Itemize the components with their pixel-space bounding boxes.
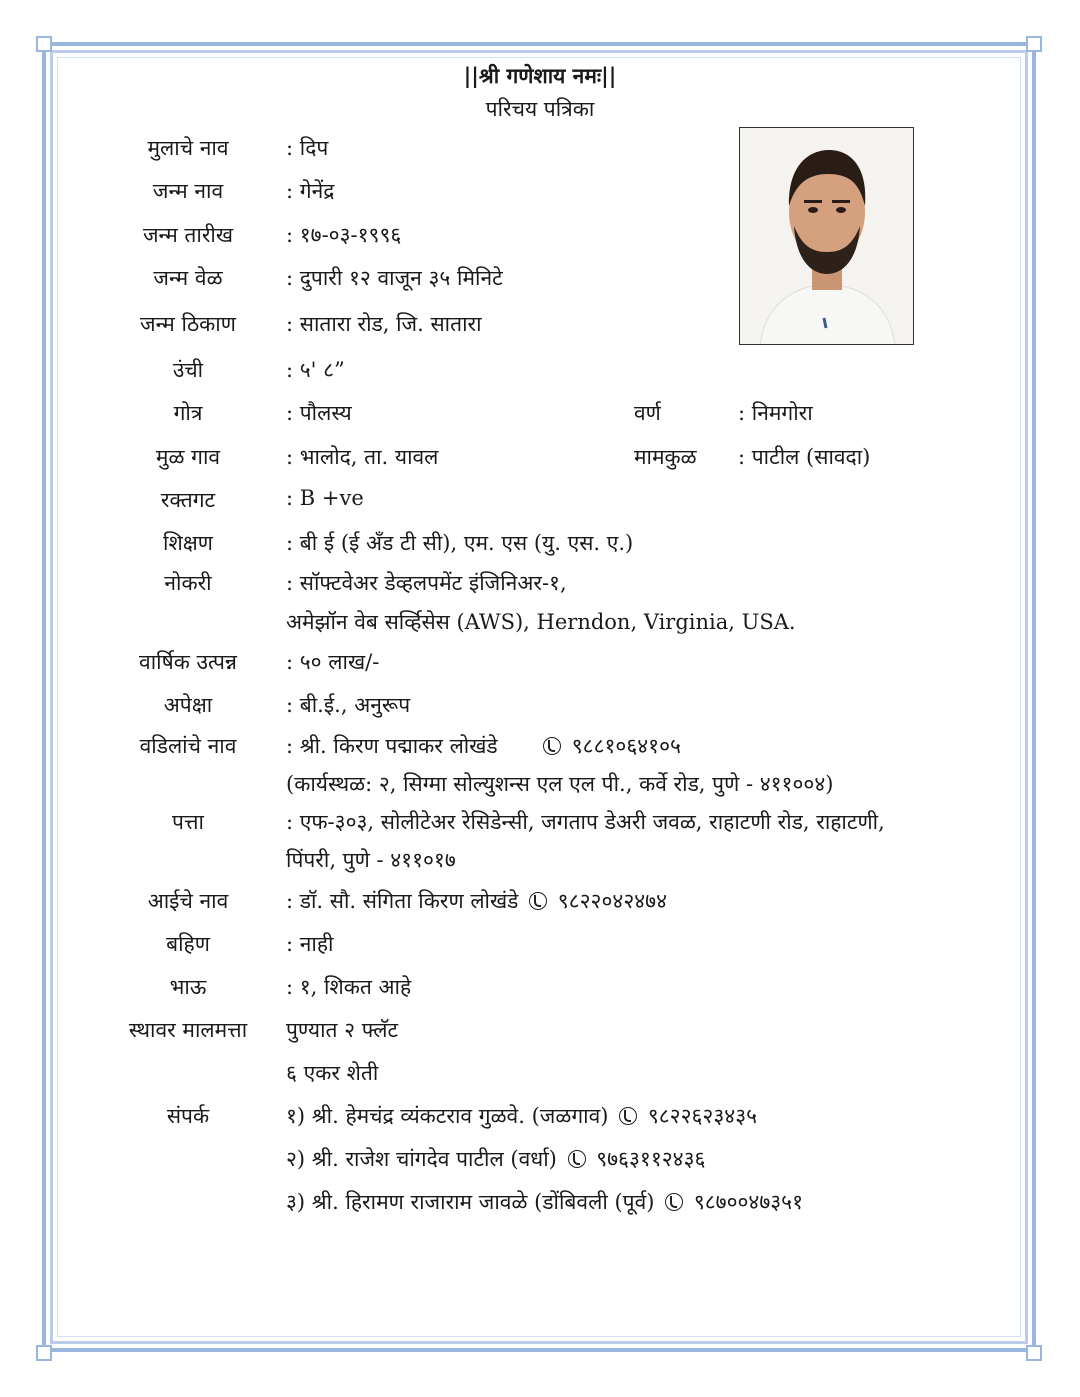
name-label: मुलाचे नाव <box>147 136 229 160</box>
education-label: शिक्षण <box>163 531 213 555</box>
brother-label: भाऊ <box>169 975 207 999</box>
native-place-value: : भालोद, ता. यावल <box>286 445 439 469</box>
brother-value: : १, शिकत आहे <box>286 975 412 999</box>
birth-name-value: : गेनेंद्र <box>286 179 335 203</box>
job-value-line1: : सॉफ्टवेअर डेव्हलपमेंट इंजिनिअर-१, <box>286 571 567 595</box>
page-subtitle: परिचय पत्रिका <box>485 97 595 121</box>
father-phone: ९८८१०६४१०५ <box>571 734 681 758</box>
corner-ornament <box>36 1345 52 1361</box>
contact-2-name: २) श्री. राजेश चांगदेव पाटील (वर्धा) <box>286 1147 557 1171</box>
expectation-label: अपेक्षा <box>163 693 213 717</box>
phone-icon <box>568 1150 586 1168</box>
income-value: : ५० लाख/- <box>286 650 380 674</box>
complexion-value: : निमगोरा <box>738 401 813 425</box>
birth-place-value: : सातारा रोड, जि. सातारा <box>286 312 482 336</box>
corner-ornament <box>36 36 52 52</box>
father-value <box>286 732 681 760</box>
mamkul-value: : पाटील (सावदा) <box>738 445 871 469</box>
property-label: स्थावर मालमत्ता <box>128 1018 248 1042</box>
birth-place-label: जन्म ठिकाण <box>140 312 236 336</box>
property-line1: पुण्यात २ फ्लॅट <box>286 1018 399 1042</box>
birth-time-label: जन्म वेळ <box>153 266 223 290</box>
profile-photo <box>739 127 914 345</box>
native-place-label: मुळ गाव <box>155 445 221 469</box>
contact-3-name: ३) श्री. हिरामण राजाराम जावळे (डोंबिवली (पूर्व) <box>286 1190 655 1214</box>
father-name: : श्री. किरण पद्माकर लोखंडे <box>286 734 498 758</box>
mother-label: आईचे नाव <box>147 889 229 913</box>
contact-2 <box>286 1145 705 1173</box>
birth-name-label: जन्म नाव <box>152 179 224 203</box>
sister-value: : नाही <box>286 932 334 956</box>
phone-icon <box>665 1193 683 1211</box>
father-label: वडिलांचे नाव <box>139 734 237 758</box>
birth-time-value: : दुपारी १२ वाजून ३५ मिनिटे <box>286 266 503 290</box>
expectation-value: : बी.ई., अनुरूप <box>286 693 411 717</box>
corner-ornament <box>1026 36 1042 52</box>
phone-icon <box>529 892 547 910</box>
gotra-label: गोत्र <box>173 401 203 425</box>
property-line2: ६ एकर शेती <box>286 1061 379 1085</box>
father-workplace: (कार्यस्थळ: २, सिग्मा सोल्युशन्स एल एल पी., कर्वे रोड, पुणे - ४११००४) <box>286 772 834 796</box>
phone-icon <box>543 737 561 755</box>
mother-name: : डॉ. सौ. संगिता किरण लोखंडे <box>286 889 519 913</box>
height-value: : ५' ८” <box>286 358 345 382</box>
contact-1-phone: ९८२२६२३४३५ <box>647 1104 758 1128</box>
contact-1-name: १) श्री. हेमचंद्र व्यंकटराव गुळवे. (जळगाव) <box>286 1104 609 1128</box>
complexion-label: वर्ण <box>634 401 661 425</box>
page-title: ||श्री गणेशाय नमः|| <box>463 63 617 88</box>
job-label: नोकरी <box>164 571 212 595</box>
address-line1: : एफ-३०३, सोलीटेअर रेसिडेन्सी, जगताप डेअरी जवळ, राहाटणी रोड, राहाटणी, <box>286 810 885 834</box>
blood-group-value: : B +ve <box>286 486 364 510</box>
contact-label: संपर्क <box>166 1104 210 1128</box>
photo-icon <box>740 128 914 345</box>
corner-ornament <box>1026 1345 1042 1361</box>
mother-phone: ९८२२०४२४७४ <box>557 889 667 913</box>
dob-label: जन्म तारीख <box>142 223 234 247</box>
name-value: : दिप <box>286 136 329 160</box>
mother-value <box>286 887 667 915</box>
phone-icon <box>619 1107 637 1125</box>
sister-label: बहिण <box>166 932 210 956</box>
dob-value: : १७-०३-१९९६ <box>286 223 402 247</box>
gotra-value: : पौलस्य <box>286 401 352 425</box>
height-label: उंची <box>172 358 204 382</box>
income-label: वार्षिक उत्पन्न <box>139 650 237 674</box>
mamkul-label: मामकुळ <box>634 445 697 469</box>
education-value: : बी ई (ई अँड टी सी), एम. एस (यु. एस. ए.) <box>286 531 634 555</box>
contact-2-phone: ९७६३११२४३६ <box>596 1147 706 1171</box>
contact-1 <box>286 1102 757 1130</box>
job-value-line2: अमेझॉन वेब सर्व्हिसेस (AWS), Herndon, Virginia, USA. <box>286 610 796 634</box>
blood-group-label: रक्तगट <box>160 488 216 512</box>
contact-3 <box>286 1188 803 1216</box>
address-label: पत्ता <box>172 810 204 834</box>
address-line2: पिंपरी, पुणे - ४११०१७ <box>286 848 456 872</box>
contact-3-phone: ९८७००४७३५१ <box>693 1190 804 1214</box>
